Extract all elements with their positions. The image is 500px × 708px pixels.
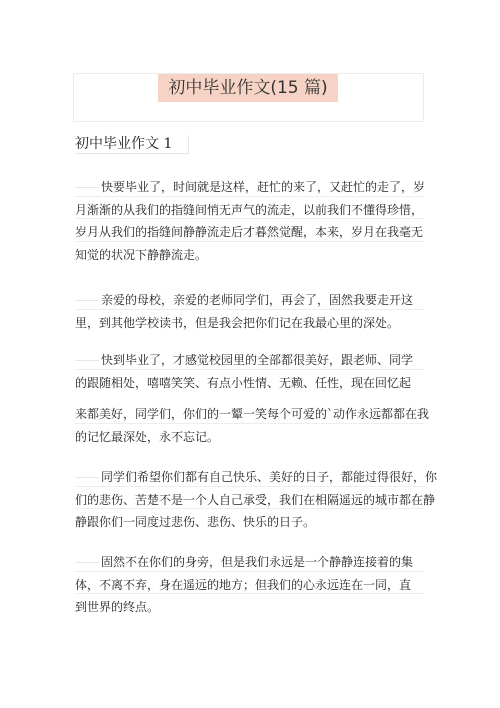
paragraph-line: 快到毕业了，才感觉校园里的全部都很美好，跟老师、同学 bbox=[75, 349, 425, 372]
paragraph-line: 静跟你们一同度过悲伤、悲伤、快乐的日子。 bbox=[75, 515, 316, 529]
paragraph-line: 们的悲伤、苦楚不是一个人自己承受，我们在相隔遥远的城市都在静 bbox=[75, 489, 425, 512]
paragraph-line: 里，到其他学校读书，但是我会把你们记在我最心里的深处。 bbox=[75, 315, 400, 330]
paragraph-line: 到世界的终点。 bbox=[75, 600, 160, 614]
paragraph-line: 亲爱的母校，亲爱的老师同学们，再会了，固然我要走开这 bbox=[75, 289, 425, 312]
paragraph-line: 同学们希望你们都有自己快乐、美好的日子，都能过得很好，你 bbox=[75, 466, 425, 489]
paragraph-line: 快要毕业了，时间就是这样，赶忙的来了，又赶忙的走了，岁 bbox=[75, 176, 425, 199]
paragraph-line: 来都美好，同学们，你们的一颦一笑每个可爱的`动作永远都都在我 bbox=[75, 403, 425, 426]
paragraph-line: 体，不离不弃，身在遥远的地方；但我们的心永远连在一同，直 bbox=[75, 574, 425, 597]
paragraph-line: 知觉的状况下静静流走。 bbox=[75, 247, 208, 262]
paragraph-5 bbox=[75, 466, 438, 534]
paragraph-line: 月渐渐的从我们的指缝间悄无声气的流走，以前我们不懂得珍惜， bbox=[75, 199, 425, 222]
paragraph-line: 岁月从我们的指缝间静静流走后才暮然觉醒，本来，岁月在我毫无 bbox=[75, 221, 425, 244]
paragraph-4 bbox=[75, 403, 430, 448]
paragraph-line: 的跟随相处，嘻嘻笑笑、有点小性情、无赖、任性，现在回忆起 bbox=[75, 375, 412, 390]
paragraph-6 bbox=[75, 551, 425, 619]
paragraph-1 bbox=[75, 176, 425, 266]
paragraph-line: 的记忆最深处，永不忘记。 bbox=[75, 429, 220, 444]
paragraph-3 bbox=[75, 349, 425, 394]
document-title: 初中毕业作文(15 篇) bbox=[158, 74, 338, 102]
paragraph-line: 固然不在你们的身旁，但是我们永远是一个静静连接着的集 bbox=[75, 551, 425, 574]
paragraph-2 bbox=[75, 289, 425, 334]
essay-heading: 初中毕业作文 1 bbox=[75, 135, 189, 154]
